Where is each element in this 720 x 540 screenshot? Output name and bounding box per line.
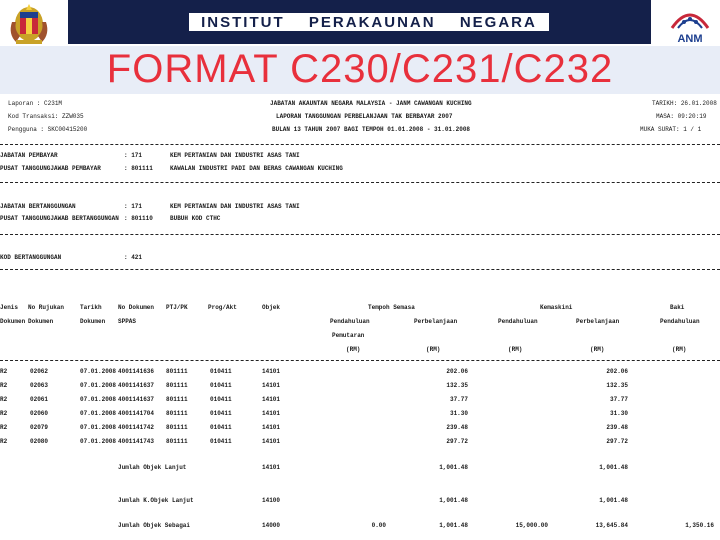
org-code-1: : 801111 <box>124 165 153 172</box>
col-head: Pendahuluan <box>330 318 370 325</box>
col-head: Perbelanjaan <box>414 318 458 325</box>
col-head: Perbelanjaan <box>576 318 620 325</box>
org-desc-1: KAWALAN INDUSTRI PADI DAN BERAS CAWANGAN KUCHING <box>170 165 343 172</box>
org-code-0: : 171 <box>124 152 143 159</box>
col-head: Baki <box>670 304 685 311</box>
header-report-name: LAPORAN TANGGUNGAN PERBELANJAAN TAK BERBAYAR 2007 <box>276 113 453 120</box>
title-word-3: NEGARA <box>459 13 537 31</box>
header-right-page: MUKA SURAT: 1 / 1 <box>640 126 702 133</box>
org-code-3: : 801110 <box>124 215 153 222</box>
org-label-0: JABATAN PEMBAYAR <box>0 152 58 159</box>
col-unit: (RM) <box>672 346 687 353</box>
col-head: Pendahuluan <box>660 318 700 325</box>
org-label-4: KOD BERTANGGUNGAN <box>0 254 62 261</box>
divider <box>0 360 720 361</box>
org-label-3: PUSAT TANGGUNGJAWAB BERTANGGUNGAN <box>0 215 119 222</box>
anm-logo-icon <box>664 6 716 46</box>
report-document: Laporan : C231M Kod Transaksi: ZZW035 Pengguna : SKC00415200 JABATAN AKAUNTAN NEGARA MALAYSIA - JANM CAWANGAN KUCHING LAPORAN TANGGUNGAN PERBELANJAAN TAK BERBAYAR 2007 BULAN 13 TAHUN 2007 BAGI TEMPOH 01.01.2008 - 31.01.2008 TARIKH: 26.01.2008 MASA: 09:20:19 MUKA SURAT: 1 / 1 JABATAN PEMBAYAR : 171 KEM PERTANIAN DAN INDUSTRI ASAS TANI PUSAT TANGGUNGJAWAB PEMBAYAR : 801111 KAWALAN INDUSTRI PADI DAN BERAS CAWANGAN KUCHING JABATAN BERTANGGUNGAN : 171 KEM PERTANIAN DAN INDUSTRI ASAS TANI PUSAT TANGGUNGJAWAB BERTANGGUNGAN : 801110 BUBUH KOD CTHC KOD BERTANGGUNGAN : 421 Jenis No Rujukan Tarikh No Dokumen PTJ/PK Prog/Akt Objek Tempoh Semasa Kemaskini Baki Dokumen Dokumen Dokumen SPPAS Pendahuluan Perbelanjaan Pendahuluan Perbelanjaan Pendahuluan Pemutaran (RM) (RM) (RM) (RM) (RM) R2 02062 07.01.2008 4001141636 801111 010411 14101 202.06 202.06 R2 02063 07.01.2008 4001141637 801111 010411 14101 132.35 132.35 R2 02061 07.01.2008 4001141637 801111 010411 14101 37.77 37.77 R2 02060 07.01.2008 4001141704 801111 010411 14101 31.30 31.30 R2 02079 07.01.2008 4001141742 801111 010411 14101 239.48 239.48 R2 02080 07.01.2008 4001141743 801111 010411 14101 297.72 297.72 Jumlah Objek Lanjut 14101 1,001.48 1,001.48 Jumlah K.Objek Lanjut 14100 1,001.48 1,001.48 Jumlah Objek Sebagai 14000 0.00 1,001.48 15,000.00 13,645.84 1,350.16 <box>0 94 720 540</box>
col-head: PTJ/PK <box>166 304 188 311</box>
col-head: Pendahuluan <box>498 318 538 325</box>
header-right-time: MASA: 09:20:19 <box>656 113 707 120</box>
org-code-4: : 421 <box>124 254 143 261</box>
col-head: No Rujukan <box>28 304 65 311</box>
title-word-2: PERAKAUNAN <box>308 13 436 31</box>
header-left-1: Kod Transaksi: ZZW035 <box>8 113 84 120</box>
header-left-0: Laporan : C231M <box>8 100 63 107</box>
col-unit: (RM) <box>346 346 361 353</box>
col-head: Prog/Akt <box>208 304 237 311</box>
divider <box>0 269 720 270</box>
col-unit: (RM) <box>508 346 523 353</box>
anm-logo-text: ANM <box>677 33 703 45</box>
divider <box>0 144 720 145</box>
slide-title: FORMAT C230/C231/C232 <box>106 47 614 91</box>
malaysia-crest-icon <box>6 2 52 46</box>
org-desc-0: KEM PERTANIAN DAN INDUSTRI ASAS TANI <box>170 152 300 159</box>
org-label-1: PUSAT TANGGUNGJAWAB PEMBAYAR <box>0 165 101 172</box>
col-head: No Dokumen <box>118 304 155 311</box>
org-desc-2: KEM PERTANIAN DAN INDUSTRI ASAS TANI <box>170 203 300 210</box>
col-head: Dokumen <box>0 318 26 325</box>
col-unit: (RM) <box>590 346 605 353</box>
org-desc-3: BUBUH KOD CTHC <box>170 215 221 222</box>
institute-title <box>188 12 550 32</box>
org-code-2: : 171 <box>124 203 143 210</box>
col-head: SPPAS <box>118 318 137 325</box>
title-word-1: INSTITUT <box>201 13 285 31</box>
header-left-2: Pengguna : SKC00415200 <box>8 126 88 133</box>
slide-banner <box>0 0 720 95</box>
col-unit: (RM) <box>426 346 441 353</box>
col-head: Tempoh Semasa <box>368 304 415 311</box>
header-period: BULAN 13 TAHUN 2007 BAGI TEMPOH 01.01.2008 - 31.01.2008 <box>272 126 471 133</box>
col-head: Dokumen <box>80 318 106 325</box>
header-agency: JABATAN AKAUNTAN NEGARA MALAYSIA - JANM CAWANGAN KUCHING <box>270 100 472 107</box>
col-head: Tarikh <box>80 304 102 311</box>
divider <box>0 234 720 235</box>
divider <box>0 182 720 183</box>
col-head: Objek <box>262 304 281 311</box>
col-head: Kemaskini <box>540 304 573 311</box>
col-head: Pemutaran <box>332 332 365 339</box>
header-right-date: TARIKH: 26.01.2008 <box>652 100 717 107</box>
col-head: Jenis <box>0 304 19 311</box>
col-head: Dokumen <box>28 318 54 325</box>
org-label-2: JABATAN BERTANGGUNGAN <box>0 203 76 210</box>
